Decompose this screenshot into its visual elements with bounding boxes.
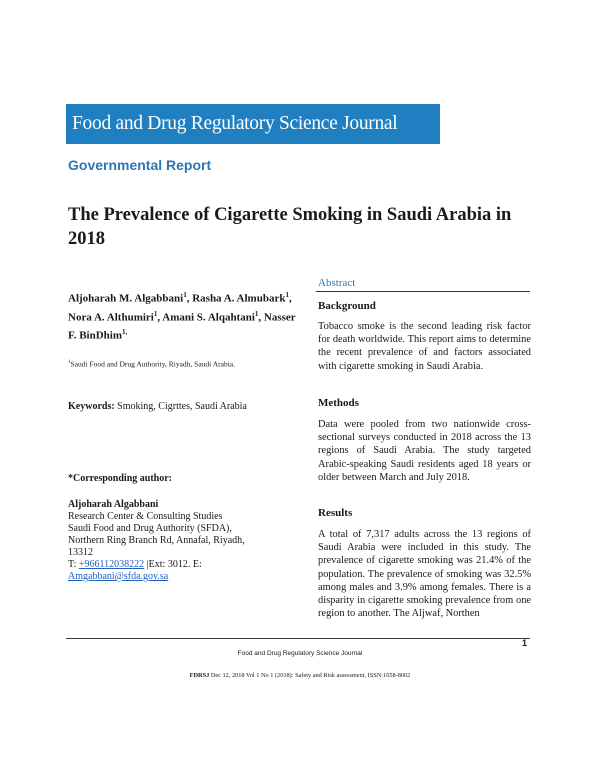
author-name: Rasha A. Almubark <box>192 292 286 305</box>
author-mark: 1 <box>183 291 187 299</box>
author-separator: , <box>157 311 163 324</box>
keywords-label: Keywords: <box>68 401 115 412</box>
footer-divider <box>66 638 530 639</box>
abstract-divider <box>316 291 530 292</box>
affiliation-mark: 1 <box>68 360 71 365</box>
affiliation <box>68 358 308 370</box>
report-type-label: Governmental Report <box>68 157 212 173</box>
phone-label: T: <box>68 559 79 570</box>
author-name: Nasser F. BinDhim <box>68 311 296 342</box>
author-name: Amani S. Alqahtani <box>162 311 255 324</box>
footer-citation <box>0 672 600 679</box>
corresponding-author-name: Aljoharah Algabbani <box>68 499 159 510</box>
background-heading: Background <box>318 300 376 312</box>
keywords-text: Smoking, Cigrttes, Saudi Arabia <box>117 401 247 412</box>
author-separator: , <box>186 292 193 305</box>
address-line: 13312 <box>68 547 93 558</box>
author-name: Aljoharah M. Algabbani <box>68 292 184 305</box>
corresponding-author-heading: *Corresponding author: <box>68 473 172 484</box>
keywords <box>68 400 308 413</box>
results-text: A total of 7,317 adults across the 13 regions of Saudi Arabia were included in this study. The prevalence of cigarette smoking was 21.4% of the population. The prevalence of smoking was 32.5% among males and 3.9% among females. There is a disparity in cigarette smoking prevalence from one region to another. The Aljwaf, Northen <box>318 529 531 620</box>
article-title: The Prevalence of Cigarette Smoking in Saudi Arabia in 2018 <box>68 205 512 249</box>
citation-abbrev: FDRSJ <box>189 672 210 679</box>
phone-link[interactable]: +966112038222 <box>78 559 145 570</box>
results-heading: Results <box>318 507 353 519</box>
background-text: Tobacco smoke is the second leading risk factor for death worldwide. This report aims to determine the recent prevalence of and factors associated with cigarette smoking in Saudi Arabia. <box>318 321 531 372</box>
journal-banner <box>66 104 440 144</box>
footer-journal-name: Food and Drug Regulatory Science Journal <box>237 650 363 657</box>
methods-text: Data were pooled from two nationwide cross-sectional surveys conducted in 2018 across the 13 regions of Saudi Arabia. The study targeted Arabic-speaking Saudi residents aged 18 years or older between March and July 2018. <box>318 419 531 483</box>
address-line: Research Center & Consulting Studies <box>68 511 223 522</box>
phone-ext: |Ext: 3012. E: <box>144 559 202 570</box>
address-line: Saudi Food and Drug Authority (SFDA), <box>68 523 232 534</box>
author-name: Nora A. Althumiri <box>68 311 154 324</box>
journal-title: Food and Drug Regulatory Science Journal <box>72 113 398 134</box>
author-mark: 1, <box>122 328 128 337</box>
affiliation-text: Saudi Food and Drug Authority, Riyadh, Saudi Arabia. <box>70 359 236 369</box>
author-separator: , <box>258 311 264 324</box>
contact-line <box>68 559 288 571</box>
email-link[interactable]: Amgabbani@sfda.gov.sa <box>68 571 169 582</box>
author-separator: , <box>288 292 292 305</box>
author-mark: 1 <box>254 309 259 318</box>
page-number: 1 <box>522 638 528 648</box>
methods-heading: Methods <box>318 397 359 409</box>
corresponding-author-details <box>68 511 288 583</box>
abstract-label: Abstract <box>318 277 356 289</box>
author-mark: 1 <box>285 291 289 299</box>
author-mark: 1 <box>153 309 158 318</box>
author-list <box>68 288 296 344</box>
citation-details: Dec 12, 2018 Vol 1 No 1 (2018): Safety and Risk assessment, ISSN:1658-8002 <box>209 672 411 679</box>
address-line: Northern Ring Branch Rd, Annafal, Riyadh, <box>68 535 245 546</box>
